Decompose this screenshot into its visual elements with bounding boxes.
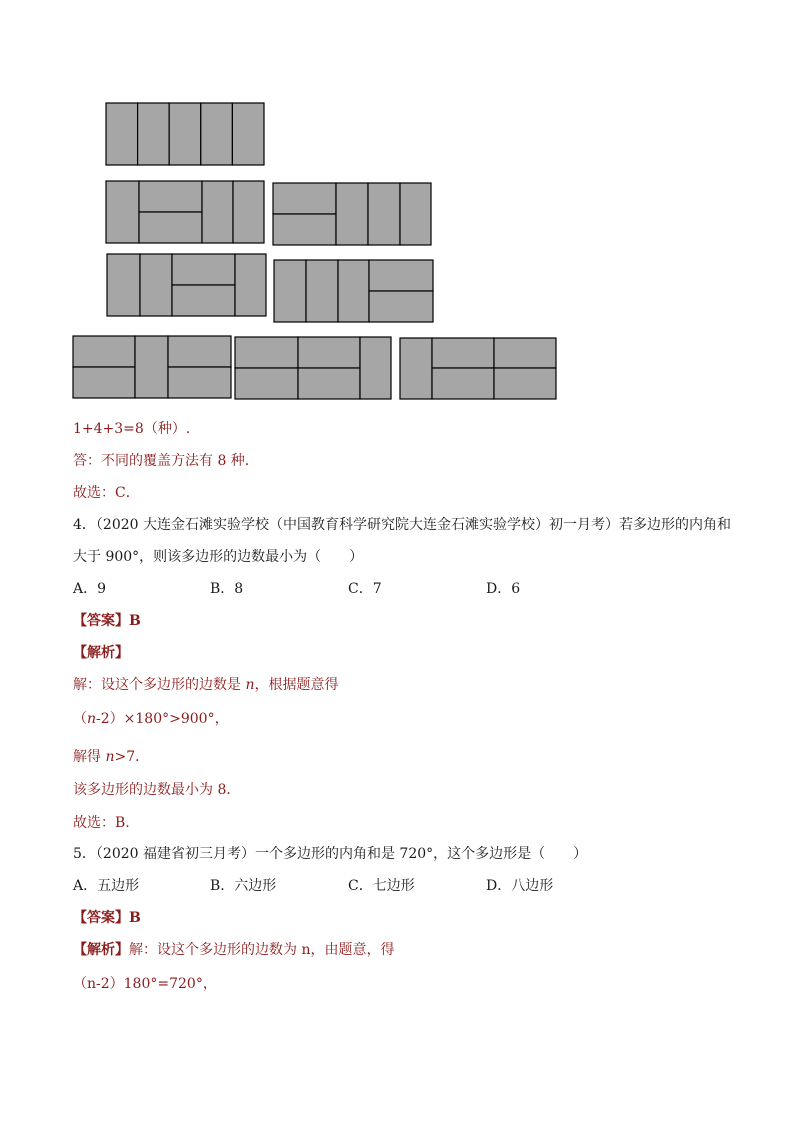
tiling-pattern-1 [106,103,264,165]
solution-line-4: 该多边形的边数最小为 8． [73,782,241,798]
tiling-pattern-3 [273,183,431,245]
answer-label-q5: 【答案】B [73,910,141,926]
solution-line-5: 故选：B. [73,815,130,831]
count-sum-line: 1+4+3=8（种）. [73,421,191,437]
question-4-options [73,580,593,598]
solution-line-3: 解得 n>7． [73,749,150,765]
question-5-options [73,877,593,895]
question-4-line-1: 4．（2020 大连金石滩实验学校（中国教育科学研究院大连金石滩实验学校）初一月考）若多边形的内角和 [73,517,731,533]
tiling-figure [0,0,794,420]
option-a: A．五边形 [73,878,140,894]
question-4-line-2: 大于 900°，则该多边形的边数最小为（ ） [73,549,364,565]
option-d: D．八边形 [486,878,554,894]
solution-line-2: （n-2）×180°>900°， [73,711,229,727]
variable-n: n [105,749,115,765]
option-c: C．7 [348,581,382,597]
question-5: 5．（2020 福建省初三月考）一个多边形的内角和是 720°，这个多边形是（ ） [73,846,588,862]
equation-line-q5: （n-2）180°=720°， [73,976,217,992]
analysis-line-q5: 【解析】解：设这个多边形的边数为 n，由题意，得 [73,942,395,958]
tiling-pattern-4 [107,254,266,316]
option-a: A．9 [73,581,107,597]
option-d: D．6 [486,581,521,597]
answer-label-q4: 【答案】B [73,613,141,629]
solution-line-1: 解：设这个多边形的边数是 n，根据题意得 [73,677,339,693]
tiling-pattern-2 [106,181,264,243]
analysis-label-q5: 【解析】 [73,942,129,958]
analysis-label-q4: 【解析】 [73,645,129,661]
tiling-pattern-6 [73,336,231,398]
tiling-pattern-8 [400,338,556,399]
variable-n: n [245,677,255,693]
answer-statement: 答：不同的覆盖方法有 8 种． [73,453,259,469]
variable-n: n [87,711,97,727]
option-c: C．七边形 [348,878,415,894]
tiling-pattern-7 [235,337,391,399]
option-b: B．六边形 [210,878,277,894]
choice-line-q3: 故选：C． [73,485,140,501]
option-b: B．8 [210,581,244,597]
tiling-pattern-5 [274,260,433,322]
